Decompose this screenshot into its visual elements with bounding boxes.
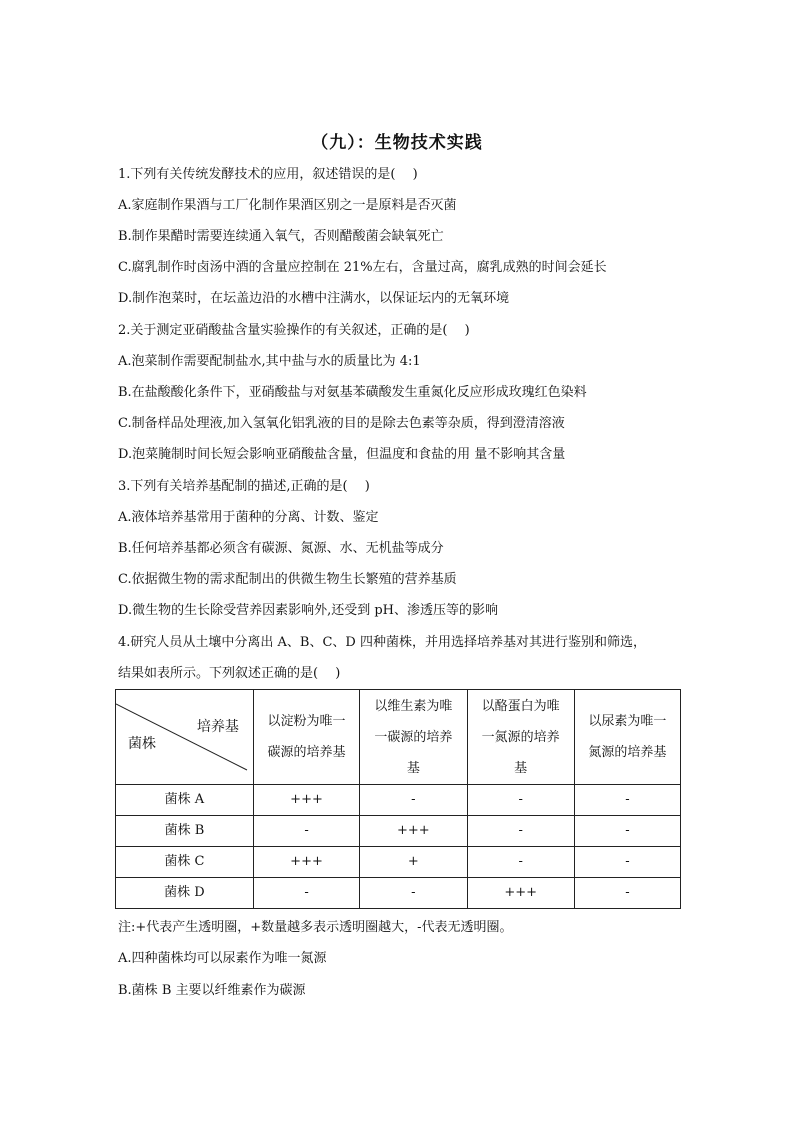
table-cell: -: [253, 816, 359, 847]
q4-stem-line2: 结果如表所示。下列叙述正确的是( ): [118, 666, 341, 681]
q2-option-c: C.制备样品处理液,加入氢氧化铝乳液的目的是除去色素等杂质，得到澄清溶液: [118, 416, 565, 431]
table-cell: -: [574, 816, 680, 847]
table-cell: -: [467, 816, 574, 847]
table-cell: -: [574, 878, 680, 909]
table-cell: -: [467, 847, 574, 878]
row-label: 菌株 C: [116, 847, 254, 878]
table-cell: -: [360, 785, 467, 816]
table-cell: -: [574, 785, 680, 816]
q3-option-c: C.依据微生物的需求配制出的供微生物生长繁殖的营养基质: [118, 572, 457, 587]
q2-stem: 2.关于测定亚硝酸盐含量实验操作的有关叙述，正确的是( ): [118, 323, 470, 338]
corner-label-medium: 培养基: [196, 719, 239, 735]
column-header-urea: 以尿素为唯一 氮源的培养基: [574, 690, 680, 785]
q3-option-a: A.液体培养基常用于菌种的分离、计数、鉴定: [118, 510, 379, 525]
table-cell: +++: [253, 785, 359, 816]
table-cell: -: [253, 878, 359, 909]
column-header-starch: 以淀粉为唯一 碳源的培养基: [253, 690, 359, 785]
q1-option-b: B.制作果醋时需要连续通入氧气，否则醋酸菌会缺氧死亡: [118, 229, 444, 244]
table-cell: -: [360, 878, 467, 909]
q2-option-b: B.在盐酸酸化条件下，亚硝酸盐与对氨基苯磺酸发生重氮化反应形成玫瑰红色染料: [118, 385, 587, 400]
row-label: 菌株 B: [116, 816, 254, 847]
table-row: [116, 847, 681, 878]
q4-option-a: A.四种菌株均可以尿素作为唯一氮源: [118, 951, 327, 966]
table-cell: +++: [253, 847, 359, 878]
row-label: 菌株 A: [116, 785, 254, 816]
table-row: [116, 878, 681, 909]
q2-option-d: D.泡菜腌制时间长短会影响亚硝酸盐含量，但温度和食盐的用 量不影响其含量: [118, 447, 566, 462]
table-cell: +++: [360, 816, 467, 847]
q1-stem: 1.下列有关传统发酵技术的应用，叙述错误的是( ): [118, 167, 418, 182]
column-header-casein: 以酪蛋白为唯 一氮源的培养 基: [467, 690, 574, 785]
table-row: [116, 785, 681, 816]
q1-option-d: D.制作泡菜时，在坛盖边沿的水槽中注满水，以保证坛内的无氧环境: [118, 291, 510, 306]
q3-option-d: D.微生物的生长除受营养因素影响外,还受到 pH、渗透压等的影响: [118, 603, 499, 618]
table-cell: -: [467, 785, 574, 816]
table-row: [116, 816, 681, 847]
q4-option-b: B.菌株 B 主要以纤维素作为碳源: [118, 983, 306, 998]
table-cell: +: [360, 847, 467, 878]
q3-option-b: B.任何培养基都必须含有碳源、氮源、水、无机盐等成分: [118, 541, 444, 556]
results-table: [115, 689, 681, 909]
table-cell: +++: [467, 878, 574, 909]
table-cell: -: [574, 847, 680, 878]
corner-label-strain: 菌株: [128, 736, 156, 752]
table-note: 注:+代表产生透明圈，+数量越多表示透明圈越大，-代表无透明圈。: [118, 920, 513, 935]
q1-option-a: A.家庭制作果酒与工厂化制作果酒区别之一是原料是否灭菌: [118, 198, 457, 213]
page-title: （九）：生物技术实践: [311, 133, 483, 153]
q1-option-c: C.腐乳制作时卤汤中酒的含量应控制在 21%左右，含量过高，腐乳成熟的时间会延长: [118, 260, 607, 275]
table-corner-cell: [116, 690, 254, 785]
row-label: 菌株 D: [116, 878, 254, 909]
q3-stem: 3.下列有关培养基配制的描述,正确的是( ): [118, 479, 370, 494]
column-header-vitamin: 以维生素为唯 一碳源的培养 基: [360, 690, 467, 785]
q4-stem-line1: 4.研究人员从土壤中分离出 A、B、C、D 四种菌株，并用选择培养基对其进行鉴别和筛选，: [118, 635, 646, 650]
table-header-row: [116, 690, 681, 785]
q2-option-a: A.泡菜制作需要配制盐水,其中盐与水的质量比为 4:1: [118, 354, 421, 369]
